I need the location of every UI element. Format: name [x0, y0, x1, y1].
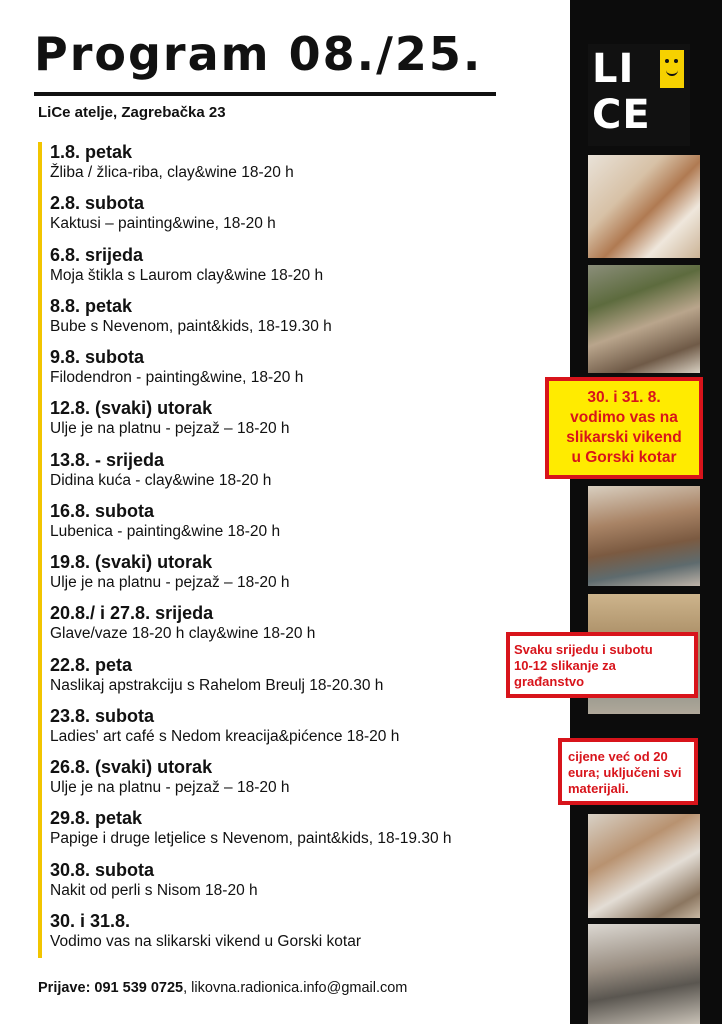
callout-line: vodimo vas na [570, 409, 678, 426]
lice-logo [588, 44, 690, 146]
event-description: Ulje je na platnu - pejzaž – 18-20 h [50, 420, 290, 438]
event-item [50, 192, 550, 243]
event-date: 30. i 31.8. [50, 910, 131, 931]
event-description: Filodendron - painting&wine, 18-20 h [50, 369, 304, 386]
event-item [50, 397, 550, 448]
event-description: Glave/vaze 18-20 h clay&wine 18-20 h [50, 625, 316, 643]
photo-workshop [588, 814, 700, 918]
event-item [50, 654, 550, 705]
callout-line: eura; uključeni svi [568, 765, 682, 780]
callout-line: Svaku srijedu i subotu [514, 642, 653, 657]
event-item [50, 244, 550, 295]
event-date: 20.8./ i 27.8. srijeda [50, 603, 214, 624]
event-date: 29.8. petak [50, 808, 143, 829]
event-description: Naslikaj apstrakciju s Rahelom Breulj 18-20.30 h [50, 676, 384, 694]
event-date: 26.8. (svaki) utorak [50, 757, 213, 777]
photo-pottery-wheel [588, 486, 700, 586]
phone-label: Prijave: 091 539 0725 [38, 980, 184, 996]
event-list [50, 141, 550, 961]
event-item [50, 449, 550, 500]
smiley-eye [674, 59, 678, 63]
event-date: 23.8. subota [50, 705, 155, 726]
event-description: Ladies' art café s Nedom kreacija&pićence 18-20 h [50, 727, 400, 745]
citizens-callout [506, 632, 698, 698]
event-description: Lubenica - painting&wine 18-20 h [50, 522, 281, 540]
venue-address: LiCe atelje, Zagrebačka 23 [38, 104, 226, 121]
event-description: Moja štikla s Laurom clay&wine 18-20 h [50, 266, 324, 284]
callout-line: materijali. [568, 781, 629, 796]
event-item [50, 756, 550, 807]
event-item [50, 705, 550, 756]
photo-group [588, 924, 700, 1024]
callout-line: 30. i 31. 8. [587, 389, 661, 406]
event-description: Ulje je na platnu - pejzaž – 18-20 h [50, 574, 290, 591]
event-item [50, 910, 550, 961]
event-item [50, 859, 550, 910]
contact-email: , likovna.radionica.info@gmail.com [183, 980, 408, 996]
event-description: Didina kuća - clay&wine 18-20 h [50, 471, 272, 489]
event-item [50, 141, 550, 192]
event-item [50, 551, 550, 602]
logo-line-1: LI [592, 46, 635, 92]
event-date: 9.8. subota [50, 347, 145, 367]
page-title: Program 08./25. [34, 27, 483, 81]
callout-line: slikarski vikend [566, 429, 682, 446]
callout-line: u Gorski kotar [571, 449, 677, 466]
event-date: 22.8. peta [50, 654, 133, 675]
prices-callout [558, 738, 698, 805]
smiley-eye [665, 59, 669, 63]
photo-clay-work [588, 265, 700, 373]
event-item [50, 602, 550, 653]
event-item [50, 500, 550, 551]
event-date: 30.8. subota [50, 859, 155, 880]
event-date: 19.8. (svaki) utorak [50, 552, 213, 572]
event-description: Bube s Nevenom, paint&kids, 18-19.30 h [50, 317, 332, 335]
event-description: Kaktusi – painting&wine, 18-20 h [50, 215, 276, 233]
event-date: 16.8. subota [50, 500, 155, 521]
event-date: 13.8. - srijeda [50, 449, 165, 470]
event-description: Vodimo vas na slikarski vikend u Gorski kotar [50, 932, 361, 950]
event-date: 1.8. petak [50, 142, 133, 162]
weekend-callout [545, 377, 703, 479]
smiley-mouth [666, 68, 678, 76]
event-item [50, 807, 550, 858]
event-date: 2.8. subota [50, 193, 145, 214]
event-description: Nakit od perli s Nisom 18-20 h [50, 881, 258, 899]
event-item [50, 295, 550, 346]
callout-line: građanstvo [514, 674, 585, 689]
event-description: Žliba / žlica-riba, clay&wine 18-20 h [50, 164, 294, 181]
event-description: Ulje je na platnu - pejzaž – 18-20 h [50, 779, 290, 796]
event-date: 8.8. petak [50, 295, 133, 316]
smiley-face-icon [660, 50, 684, 88]
event-date: 12.8. (svaki) utorak [50, 398, 213, 419]
title-underline [34, 92, 496, 96]
accent-bar [38, 142, 42, 958]
callout-line: 10-12 slikanje za [514, 658, 616, 673]
event-item [50, 346, 550, 397]
event-description: Papige i druge letjelice s Nevenom, paint&kids, 18-19.30 h [50, 830, 452, 848]
photo-painting-class [588, 155, 700, 258]
callout-line: cijene već od 20 [568, 749, 668, 764]
logo-line-2: CE [592, 92, 651, 138]
footer-contact [38, 980, 407, 996]
event-date: 6.8. srijeda [50, 244, 144, 265]
